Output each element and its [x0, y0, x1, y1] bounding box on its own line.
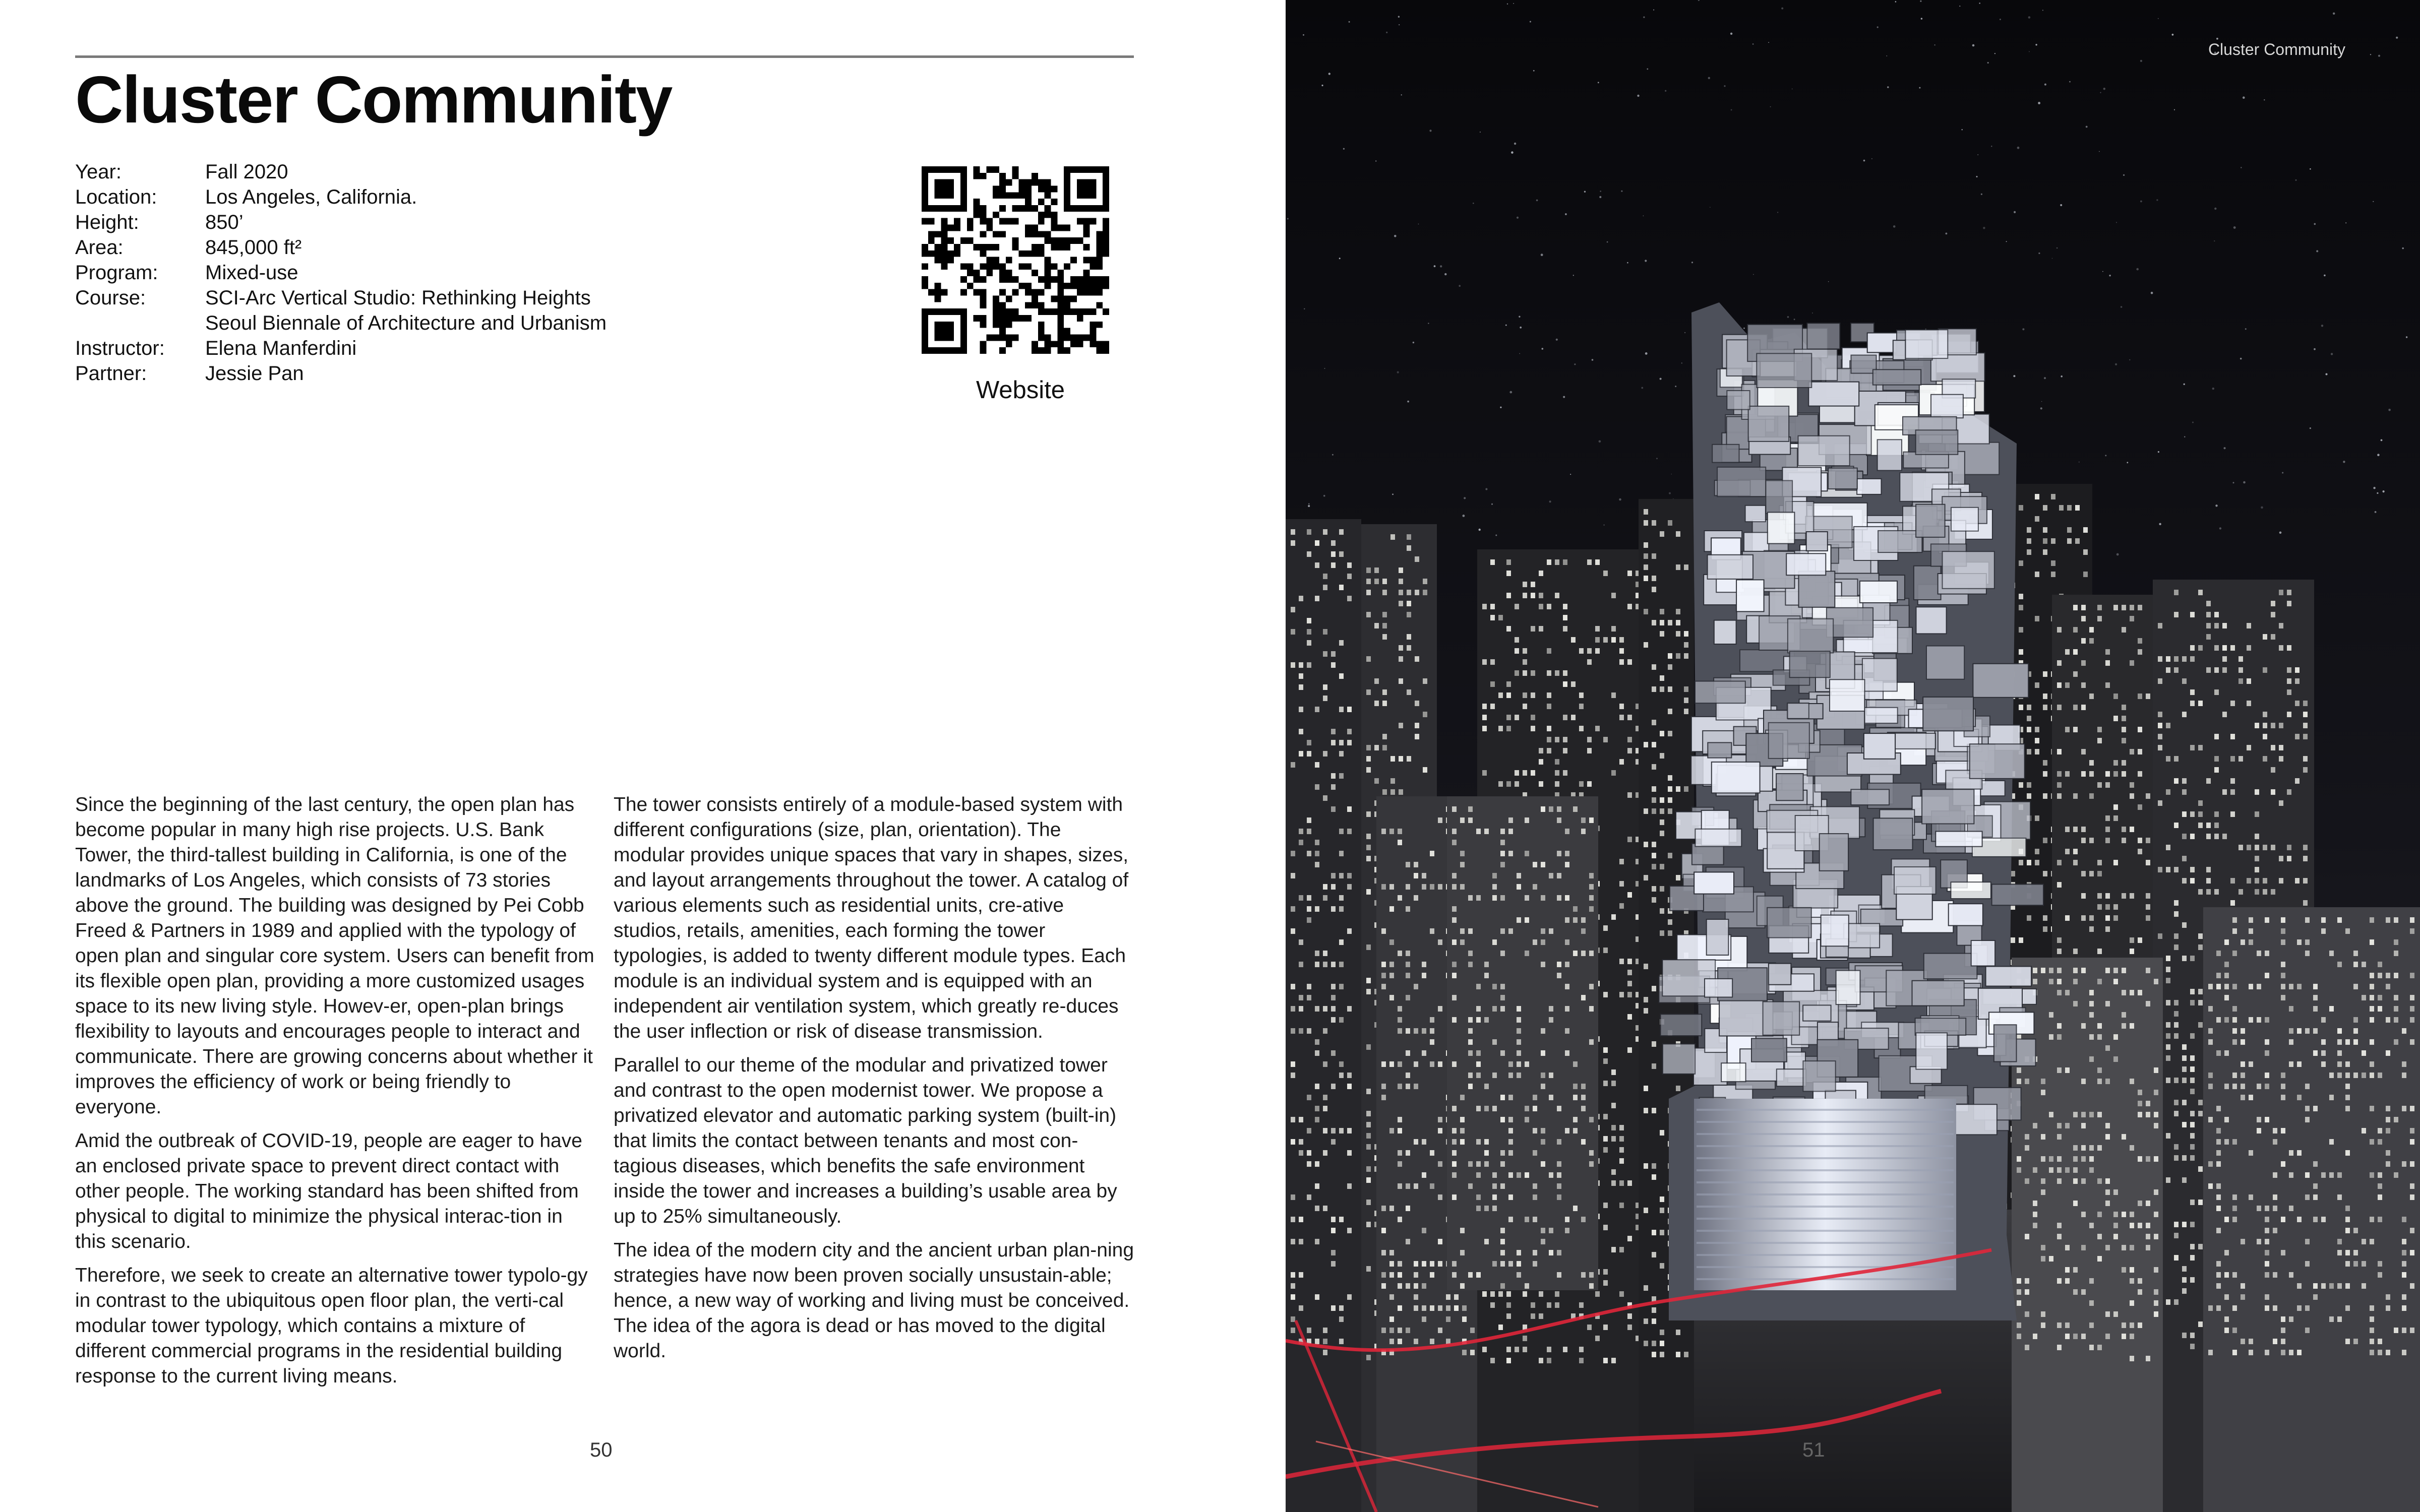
tower-module [1798, 436, 1850, 466]
meta-row [75, 159, 760, 184]
body-paragraph: The tower consists entirely of a module-based system with different configurations (size, plan, orientation). The modular provides unique spaces that vary in shapes, sizes, and layout arrangements throughout the tower. A catalog of various elements such as residential units, cre-ative studios, retails, amenities, each forming the tower typologies, is added to twenty different module types. Each module is an individual system and is equipped with an independent air ventilation system, which greatly re-duces the user inflection or risk of disease transmission. [614, 794, 1129, 1042]
tower-module [1865, 708, 1898, 723]
tower-module [1830, 679, 1865, 711]
right-page [1286, 0, 2420, 1512]
qr-finder [922, 308, 967, 354]
cluster-tower [1659, 302, 2043, 1320]
tower-module [1857, 479, 1881, 494]
tower-module [1951, 508, 1978, 531]
tower-module [1769, 964, 1791, 985]
body-paragraph: Therefore, we seek to create an alternative tower typolo-gy in contrast to the ubiquitous open floor plan, the verti-cal modular tower typology, which contains a mixture of different commercial programs in the residential building response to the current living means. [75, 1265, 588, 1387]
meta-row [75, 184, 760, 210]
tower-module [1708, 742, 1731, 758]
tower-module [1949, 904, 1983, 925]
tower-module [1787, 703, 1809, 719]
meta-label: Area: [75, 236, 124, 259]
meta-label: Height: [75, 211, 139, 233]
tower-module [1663, 1044, 1695, 1074]
tower-module [1806, 532, 1828, 551]
meta-value: Mixed-use [205, 262, 298, 284]
background-building [1286, 519, 1361, 1512]
tower-module [1971, 940, 1995, 966]
tower-module [1922, 789, 1974, 824]
tower-module [1803, 1061, 1835, 1091]
tower-module [1916, 1033, 1947, 1069]
meta-row [75, 310, 760, 336]
tower-module [1748, 406, 1789, 442]
tower-module [1807, 323, 1840, 349]
body-column-left [75, 792, 597, 1398]
tower-module [1766, 481, 1792, 514]
tower-module [1694, 872, 1734, 894]
tower-module [1851, 789, 1889, 805]
background-building [1639, 499, 1694, 1512]
body-paragraph: Parallel to our theme of the modular and privatized tower and contrast to the open modernist tower. We propose a privatized elevator and automatic parking system (built-in) that limits the contact between tenants and most con-tagious diseases, which benefits the safe environment inside the tower and increases a building’s usable area by up to 25% simultaneously. [614, 1054, 1117, 1227]
title-rule [75, 55, 1134, 58]
tower-module [1769, 723, 1809, 759]
page-number-left: 50 [590, 1439, 613, 1461]
tower-module [1757, 353, 1811, 388]
qr-finder [922, 166, 967, 212]
tower-module [1751, 1038, 1787, 1061]
tower-render [1286, 0, 2420, 1512]
tower-module [1717, 467, 1766, 497]
tower-podium [1694, 1099, 1956, 1290]
meta-label: Course: [75, 287, 146, 309]
meta-row [75, 210, 760, 235]
tower-module [1912, 981, 1964, 1006]
tower-module [1973, 664, 2028, 698]
meta-label: Program: [75, 262, 158, 284]
tower-module [1661, 1014, 1702, 1036]
meta-value: SCI-Arc Vertical Studio: Rethinking Heights [205, 287, 591, 309]
tower-module [1951, 882, 1991, 899]
meta-value: Fall 2020 [205, 161, 288, 183]
meta-value: 850’ [205, 211, 244, 233]
tower-module [1943, 551, 1994, 589]
tower-module [1736, 580, 1764, 611]
running-head: Cluster Community [2208, 40, 2345, 58]
tower-module [1820, 404, 1859, 422]
tower-module [1721, 1063, 1746, 1082]
meta-label [75, 310, 205, 336]
meta-row [75, 361, 760, 386]
tower-module [1777, 1069, 1806, 1086]
qr-code[interactable] [922, 166, 1109, 354]
tower-module [1714, 620, 1736, 644]
meta-label: Partner: [75, 362, 147, 385]
background-building [2203, 907, 2420, 1512]
body-paragraph: Since the beginning of the last century, the open plan has become popular in many high rise projects. U.S. Bank Tower, the third-tallest building in California, is one of the landmarks of Los Angeles, which consists of 73 stories above the ground. The building was designed by Pei Cobb Freed & Partners in 1989 and applied with the typology of open plan and singular core system. Users can benefit from its flexible open plan, providing a more customized usages space to its new living style. Howev-er, open-plan brings flexibility to layouts and encourages people to interact and communicate. There are growing concerns about whether it improves the efficiency of work or being friendly to everyone. [75, 794, 594, 1118]
tower-module [1894, 867, 1936, 894]
background-building [1447, 796, 1598, 1290]
tower-module [1776, 774, 1803, 800]
tower-module [1712, 445, 1739, 463]
meta-value: Elena Manferdini [205, 337, 357, 359]
tower-module [1916, 505, 1945, 537]
meta-label: Year: [75, 161, 122, 183]
qr-finder [1064, 166, 1109, 212]
tower-module [1790, 651, 1830, 677]
tower-module [1727, 391, 1749, 410]
tower-module [1923, 697, 1973, 731]
meta-value: Los Angeles, California. [205, 186, 417, 208]
tower-module [1767, 908, 1811, 938]
tower-module [1914, 566, 1941, 600]
tower-module [1705, 979, 1732, 997]
body-paragraph: The idea of the modern city and the ancient urban plan-ning strategies have now been proven socially unsustain-able; hence, a new way of working and living must be conceived. The idea of the agora is dead or has moved to the digital world. [614, 1239, 1134, 1362]
meta-row [75, 285, 760, 310]
tower-module [1862, 659, 1897, 691]
qr-caption: Website [976, 376, 1065, 404]
tower-module [1821, 915, 1849, 947]
tower-module [1905, 330, 1948, 358]
meta-row [75, 260, 760, 285]
tower-module [1916, 430, 1958, 455]
meta-value: Seoul Biennale of Architecture and Urbanism [205, 312, 607, 334]
tower-module [1828, 468, 1857, 489]
tower-module [1707, 919, 1729, 955]
tower-module [1935, 832, 1982, 847]
tower-module [1860, 581, 1897, 603]
tower-module [1873, 369, 1921, 385]
tower-module [1745, 506, 1766, 522]
tower-module [1994, 1025, 2017, 1061]
tower-module [1788, 619, 1833, 653]
meta-value: Jessie Pan [205, 362, 304, 385]
tower-module [1916, 607, 1947, 634]
project-meta [75, 159, 760, 386]
tower-module [1931, 395, 1963, 418]
tower-module [1924, 954, 1977, 979]
meta-label: Instructor: [75, 337, 165, 359]
tower-module [1712, 762, 1760, 793]
tower-module [1836, 971, 1860, 1005]
tower-module [1970, 744, 2025, 779]
tower-module [1864, 733, 1895, 759]
tower-module [1799, 571, 1835, 607]
meta-value: 845,000 ft² [205, 236, 302, 259]
tower-module [1986, 967, 2032, 986]
tower-module [1992, 885, 2043, 906]
tower-module [1695, 681, 1745, 704]
meta-row [75, 336, 760, 361]
body-paragraph: Amid the outbreak of COVID-19, people are eager to have an enclosed private space to prevent direct contact with other people. The working standard has been shifted from physical to digital to minimize the physical interac-tion in this scenario. [75, 1130, 582, 1252]
tower-module [1708, 555, 1753, 579]
tower-module [1808, 382, 1859, 406]
tower-module [1926, 646, 1964, 679]
page-number-right: 51 [1802, 1439, 1825, 1461]
meta-label: Location: [75, 186, 157, 208]
tower-module [1878, 439, 1902, 470]
tower-module [1768, 512, 1795, 543]
tower-module [1873, 818, 1913, 850]
tower-module [1695, 829, 1741, 847]
tower-module [1763, 1002, 1800, 1035]
tower-module [1803, 1005, 1831, 1021]
tower-module [1744, 532, 1769, 553]
meta-row [75, 235, 760, 260]
tower-module [1786, 553, 1826, 575]
body-column-right [614, 792, 1135, 1372]
tower-module [1820, 834, 1848, 871]
page-title: Cluster Community [75, 62, 672, 137]
